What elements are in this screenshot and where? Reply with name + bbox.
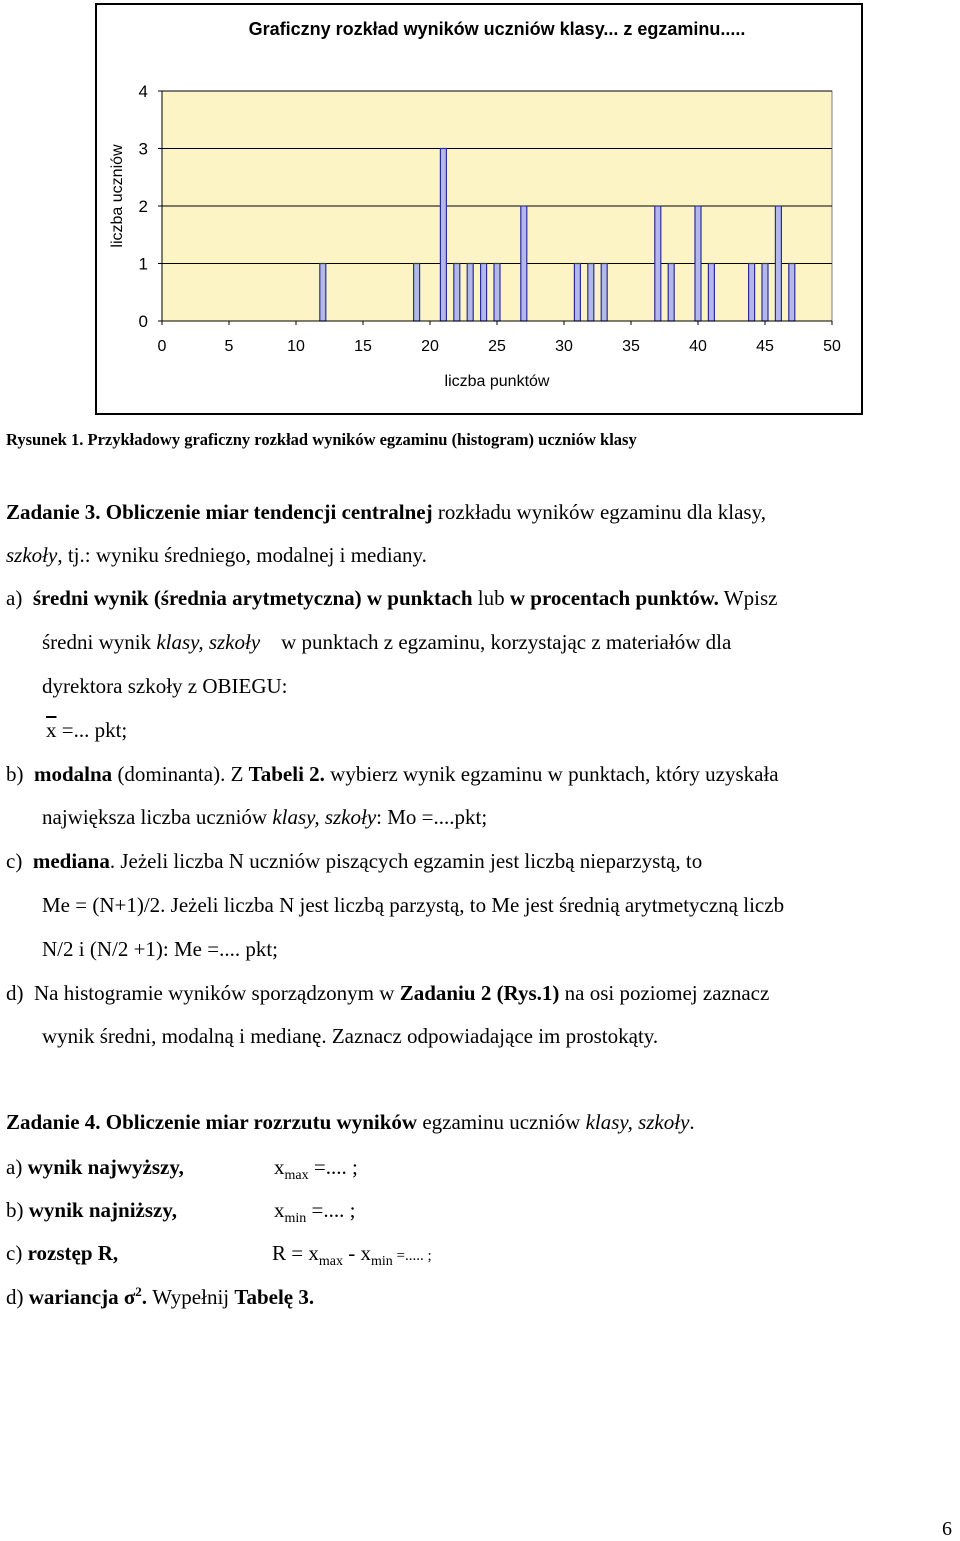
range-blank: =..... ; (392, 1248, 432, 1264)
z4-c-marker: c) (6, 1241, 23, 1265)
z4-d-bold: wariancja σ (28, 1285, 136, 1309)
z4-item-b (6, 1198, 356, 1226)
z4-c-bold: rozstęp R, (27, 1241, 119, 1265)
xmax-var: x (274, 1155, 285, 1179)
z4-d-marker: d) (6, 1285, 24, 1309)
z4-b-formula (274, 1198, 356, 1226)
histogram-svg (97, 5, 861, 413)
z3-item-a-line3: dyrektora szkoły z OBIEGU: (42, 674, 288, 698)
z3-item-b-line2 (42, 807, 487, 828)
x-tick-label: 5 (224, 338, 234, 355)
item-b-tail: wybierz wynik egzaminu w punktach, który uzyskała (330, 762, 779, 786)
y-tick-label: 1 (138, 254, 148, 274)
xmax-blank: =.... ; (308, 1155, 358, 1179)
histogram-bar (762, 264, 768, 322)
item-a-bold2: w procentach punktów. (509, 586, 719, 610)
z4-label: Zadanie 4. (6, 1110, 101, 1134)
xmin-sub: min (284, 1211, 307, 1226)
caption-label: Rysunek 1. (6, 430, 84, 449)
histogram-bar (789, 264, 795, 322)
z4-d-sup: 2 (135, 1284, 142, 1299)
histogram-chart (95, 3, 863, 415)
x-tick-label: 10 (287, 338, 305, 355)
z4-item-d (6, 1284, 315, 1309)
z3-label: Zadanie 3. (6, 500, 101, 524)
z3-item-d-line2: wynik średni, modalną i medianę. Zaznacz odpowiadające im prostokąty. (42, 1024, 659, 1048)
range-sub-max: max (318, 1254, 343, 1269)
item-a-marker: a) (6, 586, 23, 610)
histogram-bar (695, 206, 701, 321)
item-a2-rest: w punktach z egzaminu, korzystając z materiałów dla (281, 630, 732, 654)
z4-item-c (6, 1241, 432, 1269)
item-a-tail: Wpisz (723, 586, 778, 610)
z3-item-a-line2 (42, 632, 731, 653)
item-b-marker: b) (6, 762, 24, 786)
z4-c-formula (272, 1241, 432, 1269)
y-axis-label: liczba uczniów (109, 144, 126, 248)
z3-title-rest: rozkładu wyników egzaminu dla klasy, (437, 500, 766, 524)
histogram-bar (320, 264, 326, 322)
item-b-bold: modalna (34, 762, 113, 786)
mean-symbol: $\overline{x}$ (46, 718, 57, 742)
histogram-bar (655, 206, 661, 321)
z4-title-rest: egzaminu uczniów (422, 1110, 581, 1134)
page-number: 6 (942, 1518, 952, 1540)
z3-title-line2-text: , tj.: wyniku średniego, modalnej i mediany. (57, 543, 427, 567)
item-d-bold: Zadaniu 2 (Rys.1) (399, 981, 560, 1005)
z4-d-bold2: Tabelę 3. (234, 1285, 315, 1309)
z3-title-line2 (6, 545, 427, 566)
z3-item-a-line4 (46, 720, 127, 741)
y-tick-label: 4 (138, 82, 148, 101)
histogram-bar (440, 149, 446, 322)
histogram-bar (414, 264, 420, 322)
z4-title-end: . (689, 1110, 695, 1134)
x-tick-label: 30 (555, 338, 573, 355)
item-a-bold1: średni wynik (średnia arytmetyczna) w punktach (32, 586, 473, 610)
histogram-bar (454, 264, 460, 322)
x-tick-label: 50 (823, 338, 841, 355)
item-b2-italic: klasy, szkoły (272, 805, 377, 829)
histogram-bar (749, 264, 755, 322)
z3-item-c-line3: N/2 i (N/2 +1): Me =.... pkt; (42, 937, 279, 961)
x-tick-label: 0 (157, 338, 167, 355)
range-sub-min: min (370, 1254, 393, 1269)
histogram-bar (494, 264, 500, 322)
histogram-bar (708, 264, 714, 322)
z3-item-b-line1 (6, 764, 779, 785)
item-a2-start: średni wynik (42, 630, 152, 654)
z3-item-a-line1 (6, 588, 777, 609)
z3-title-italic: szkoły (6, 543, 58, 567)
z3-item-d-line1 (6, 983, 769, 1004)
histogram-bar (668, 264, 674, 322)
x-axis-label: liczba punktów (444, 373, 550, 390)
item-b2-start: największa liczba uczniów (42, 805, 268, 829)
mean-blank: =... pkt; (56, 718, 128, 742)
caption-text: Przykładowy graficzny rozkład wyników egzaminu (histogram) uczniów klasy (87, 430, 637, 449)
item-d-start: Na histogramie wyników sporządzonym w (34, 981, 395, 1005)
chart-title: Graficzny rozkład wyników uczniów klasy... z egzaminu..... (248, 19, 746, 39)
z4-item-a (6, 1155, 358, 1183)
histogram-bar (481, 264, 487, 322)
x-tick-label: 35 (622, 338, 640, 355)
z4-title-italic: klasy, szkoły (585, 1110, 690, 1134)
y-tick-label: 2 (138, 197, 148, 216)
y-tick-label: 3 (138, 139, 148, 159)
x-tick-label: 45 (756, 338, 774, 355)
histogram-bar (521, 206, 527, 321)
item-b-bold2: Tabeli 2. (248, 762, 325, 786)
z4-a-marker: a) (6, 1155, 23, 1179)
xmin-blank: =.... ; (306, 1198, 356, 1222)
x-tick-label: 40 (689, 338, 707, 355)
x-tick-label: 25 (488, 338, 506, 355)
z4-title-bold: Obliczenie miar rozrzutu wyników (105, 1110, 418, 1134)
range-mid: - x (342, 1241, 371, 1265)
z3-item-c-line2: Me = (N+1)/2. Jeżeli liczba N jest liczbą parzystą, to Me jest średnią arytmetyczną liczb (42, 893, 785, 917)
z4-a-formula (274, 1155, 358, 1183)
z4-title-line (6, 1112, 695, 1133)
item-b-rest: (dominanta). Z (117, 762, 244, 786)
z3-title-bold: Obliczenie miar tendencji centralnej (105, 500, 433, 524)
x-tick-label: 15 (354, 338, 372, 355)
histogram-bar (601, 264, 607, 322)
histogram-bar (775, 206, 781, 321)
histogram-bar (588, 264, 594, 322)
z4-a-bold: wynik najwyższy, (27, 1155, 184, 1179)
range-formula: R = x (272, 1241, 319, 1265)
item-c-rest: . Jeżeli liczba N uczniów piszących egzamin jest liczbą nieparzystą, to (109, 849, 703, 873)
item-d-marker: d) (6, 981, 24, 1005)
histogram-bar (574, 264, 580, 322)
z4-d-rest: Wypełnij (152, 1285, 230, 1309)
item-d-rest: na osi poziomej zaznacz (564, 981, 770, 1005)
y-tick-label: 0 (138, 312, 148, 331)
item-c-bold: mediana (32, 849, 110, 873)
item-c-marker: c) (6, 849, 23, 873)
figure-caption (6, 430, 637, 450)
z4-b-marker: b) (6, 1198, 24, 1222)
item-b2-rest: : Mo =....pkt; (376, 805, 488, 829)
z3-item-c-line1 (6, 851, 702, 872)
z4-b-bold: wynik najniższy, (28, 1198, 177, 1222)
xmax-sub: max (284, 1168, 309, 1183)
xmin-var: x (274, 1198, 285, 1222)
z4-d-dot: . (141, 1285, 147, 1309)
x-tick-label: 20 (421, 338, 439, 355)
histogram-bar (467, 264, 473, 322)
z3-title-line (6, 502, 766, 523)
item-a-mid: lub (477, 586, 505, 610)
item-a2-italic: klasy, szkoły (156, 630, 261, 654)
